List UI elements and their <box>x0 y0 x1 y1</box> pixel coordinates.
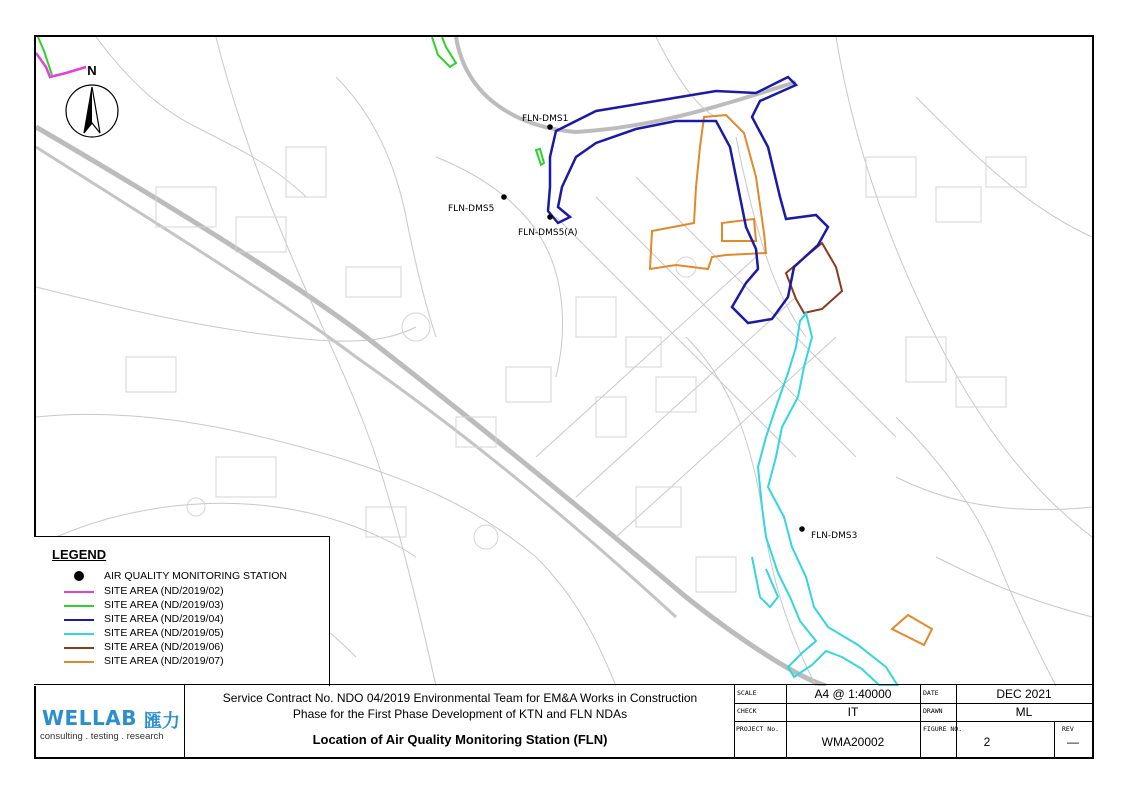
brown-line-icon <box>64 647 94 649</box>
road-f <box>836 37 1092 537</box>
road-c <box>556 177 896 457</box>
legend-label: SITE AREA (ND/2019/06) <box>104 641 224 653</box>
road-k <box>436 157 563 377</box>
legend-label: AIR QUALITY MONITORING STATION <box>104 570 287 582</box>
green-line-icon <box>64 605 94 607</box>
legend-item-nd-2019-02 <box>34 585 324 599</box>
title-block <box>34 684 1094 759</box>
legend-label: SITE AREA (ND/2019/03) <box>104 599 224 611</box>
legend-label: SITE AREA (ND/2019/05) <box>104 627 224 639</box>
legend-label: SITE AREA (ND/2019/02) <box>104 585 224 597</box>
figure-no-value: 2 <box>983 735 991 749</box>
road-n <box>656 37 806 337</box>
legend-item-nd-2019-05 <box>34 627 324 641</box>
cyan-line-icon <box>64 633 94 635</box>
station-label: FLN-DMS3 <box>811 531 858 541</box>
road-loop <box>456 37 796 132</box>
check-value: IT <box>847 705 859 719</box>
site-area-nd-2019-07 <box>650 115 766 269</box>
rev-value: — <box>1067 735 1079 749</box>
road-g <box>916 97 1092 237</box>
legend-item-station <box>34 570 324 584</box>
road-l <box>96 37 306 197</box>
contract-line-1: Service Contract No. NDO 04/2019 Environmental Team for EM&A Works in Construction <box>222 691 698 705</box>
legend <box>34 536 330 686</box>
station-fln-dms3 <box>799 526 857 541</box>
road-i <box>686 337 816 686</box>
site-area-nd-2019-03-small <box>536 149 544 165</box>
north-label: N <box>87 63 97 78</box>
figure-title: Location of Air Quality Monitoring Station (FLN) <box>312 732 608 747</box>
road-j <box>896 417 1056 686</box>
legend-item-nd-2019-04 <box>34 613 324 627</box>
site-area-nd-2019-06 <box>786 243 842 313</box>
logo-wordmark: WELLAB <box>42 706 137 730</box>
orange-line-icon <box>64 661 94 663</box>
scale-label: SCALE <box>737 689 757 697</box>
magenta-line-icon <box>64 591 94 593</box>
building-blocks <box>126 147 1026 592</box>
road-d <box>536 257 836 537</box>
legend-label: SITE AREA (ND/2019/07) <box>104 655 224 667</box>
north-arrow <box>66 63 118 137</box>
legend-label: SITE AREA (ND/2019/04) <box>104 613 224 625</box>
road-m <box>336 77 436 337</box>
project-label: PROJECT No. <box>736 725 780 733</box>
station-fln-dms5 <box>448 194 507 214</box>
blue-line-icon <box>64 619 94 621</box>
station-label: FLN-DMS5 <box>448 204 495 214</box>
logo-chinese: 匯力 <box>144 711 180 732</box>
scale-value: A4 @ 1:40000 <box>814 687 892 701</box>
site-area-nd-2019-05-branch <box>752 557 778 607</box>
figure-no-label: FIGURE NO. <box>923 725 963 733</box>
site-area-nd-2019-02 <box>36 53 86 77</box>
drawn-label: DRAWN <box>923 707 943 715</box>
station-label: FLN-DMS5(A) <box>518 228 578 238</box>
station-dot-icon <box>74 571 84 581</box>
project-value: WMA20002 <box>821 735 885 749</box>
legend-item-nd-2019-07 <box>34 655 324 669</box>
date-label: DATE <box>923 689 939 697</box>
legend-title: LEGEND <box>52 547 107 562</box>
legend-item-nd-2019-06 <box>34 641 324 655</box>
contract-line-2: Phase for the First Phase Development of KTN and FLN NDAs <box>292 707 628 721</box>
logo-tagline: consulting . testing . research <box>40 731 164 742</box>
station-label: FLN-DMS1 <box>522 114 569 124</box>
date-value: DEC 2021 <box>996 687 1052 701</box>
road-o <box>896 477 1092 617</box>
drawn-value: ML <box>1015 705 1033 719</box>
legend-item-nd-2019-03 <box>34 599 324 613</box>
check-label: CHECK <box>737 707 757 715</box>
rev-label: REV <box>1062 725 1074 733</box>
site-area-nd-2019-07-south <box>892 615 932 645</box>
